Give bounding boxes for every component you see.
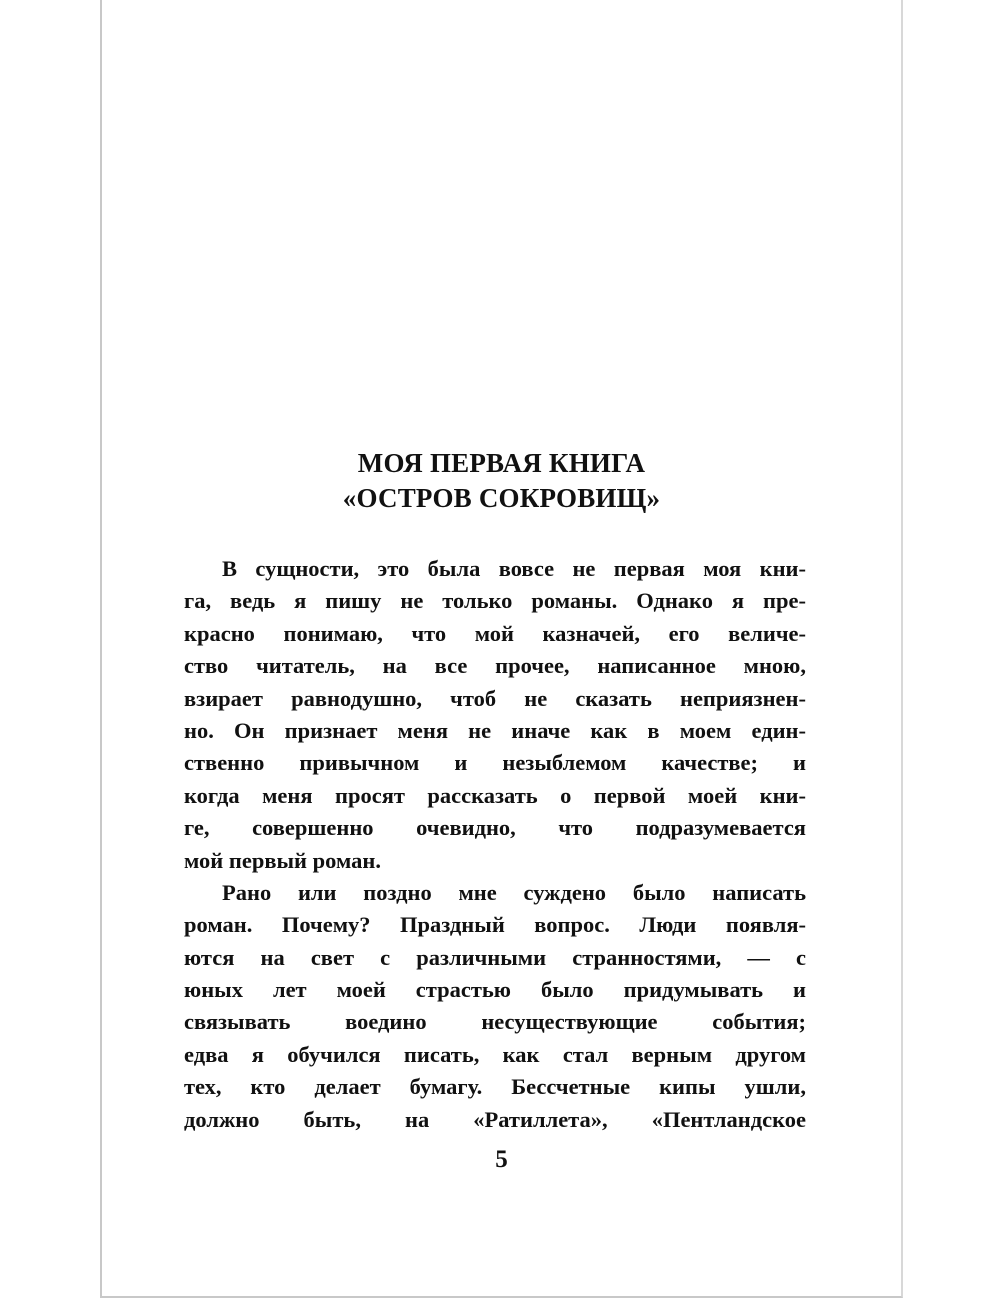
text-line: га, ведь я пишу не только романы. Однако я пре- [184,588,806,614]
text-line: тех, кто делает бумагу. Бессчетные кипы ушли, [184,1074,806,1100]
text-line: мой первый роман. [184,847,381,873]
text-line: взирает равнодушно, чтоб не сказать неприязнен- [184,685,806,711]
text-line: юных лет моей страстью было придумывать и [184,977,806,1003]
text-line: Рано или поздно мне суждено было написать [222,879,806,905]
text-line: ге, совершенно очевидно, что подразумевается [184,815,806,841]
page-number: 5 [495,1146,508,1173]
text-line: В сущности, это была вовсе не первая моя кни- [222,556,806,581]
text-line: красно понимаю, что мой казначей, его величе- [184,620,806,646]
text-line: ственно привычном и незыблемом качестве; и [184,750,806,776]
text-line: связывать воедино несуществующие события; [184,1009,806,1035]
chapter-title-line-1: МОЯ ПЕРВАЯ КНИГА [357,448,646,478]
text-line: должно быть, на «Ратиллета», «Пентландское [184,1106,806,1132]
book-page [100,0,903,1298]
text-line: ство читатель, на все прочее, написанное мною, [184,653,806,679]
text-line: но. Он признает меня не иначе как в моем един- [184,717,806,743]
chapter-body [184,553,806,1136]
text-line: когда меня просят рассказать о первой моей кни- [184,782,806,808]
text-line: ются на свет с различными странностями, — с [184,944,806,970]
text-line: едва я обучился писать, как стал верным другом [184,1041,806,1067]
chapter-title-line-2: «ОСТРОВ СОКРОВИЩ» [342,483,661,513]
text-line: роман. Почему? Праздный вопрос. Люди появля- [184,912,806,938]
